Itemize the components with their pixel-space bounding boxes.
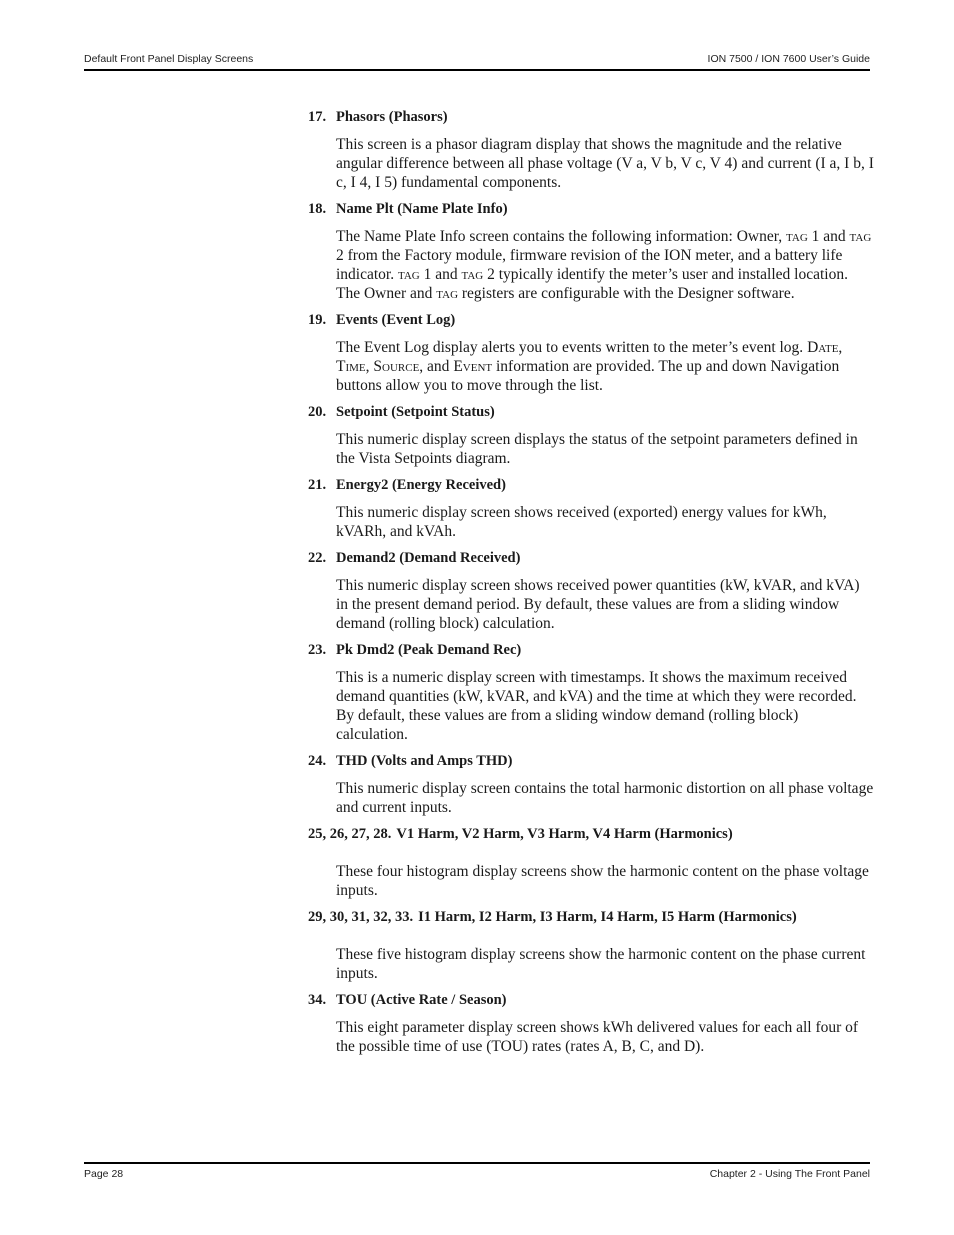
text-run: 2 typically identify the meter’s user and installed location. The Owner and	[336, 266, 848, 302]
item-heading	[308, 403, 874, 421]
item-heading	[308, 476, 874, 494]
smallcaps-term: Source	[373, 358, 420, 375]
item-title: Events (Event Log)	[336, 312, 456, 328]
text-run: information are provided. The up and down Navigation buttons allow you to move through the list.	[336, 358, 840, 394]
text-run: registers are configurable with the Designer software.	[458, 285, 795, 302]
item-title: Demand2 (Demand Received)	[336, 550, 521, 566]
item-number: 34.	[308, 992, 327, 1008]
item-title: TOU (Active Rate / Season)	[336, 992, 507, 1008]
item-description: This eight parameter display screen shows kWh delivered values for each all four of the possible time of use (TOU) rates (rates A, B, C, and D).	[336, 1019, 859, 1055]
list-item-25-28	[308, 825, 874, 900]
header-section-title: Default Front Panel Display Screens	[84, 53, 254, 65]
text-run: ,	[838, 339, 843, 356]
item-title: Name Plt (Name Plate Info)	[336, 201, 508, 217]
text-run: 1 and	[807, 228, 850, 245]
text-run: 2 from the Factory module, firmware revision of the ION meter, and a battery life indicator.	[336, 247, 843, 283]
item-number: 29, 30, 31, 32, 33.	[308, 909, 414, 925]
item-number: 18.	[308, 201, 327, 217]
item-description: This numeric display screen shows received power quantities (kW, kVAR, and kVA) in the present demand period. By default, these values are from a sliding window demand (rolling block) calculation.	[336, 577, 860, 632]
item-heading	[308, 200, 874, 218]
item-number: 21.	[308, 477, 327, 493]
list-item-19	[308, 311, 874, 395]
text-run: , and	[419, 358, 454, 375]
smallcaps-term: tag	[398, 266, 420, 283]
item-title: THD (Volts and Amps THD)	[336, 753, 513, 769]
item-title: I1 Harm, I2 Harm, I3 Harm, I4 Harm, I5 Harm (Harmonics)	[418, 909, 797, 925]
item-number: 23.	[308, 642, 327, 658]
item-title: Pk Dmd2 (Peak Demand Rec)	[336, 642, 522, 658]
item-heading	[308, 752, 874, 770]
list-item-24	[308, 752, 874, 817]
item-heading	[308, 108, 874, 126]
item-number: 17.	[308, 109, 327, 125]
item-number: 20.	[308, 404, 327, 420]
text-run: 1 and	[419, 266, 462, 283]
item-number: 25, 26, 27, 28.	[308, 826, 392, 842]
list-item-20	[308, 403, 874, 468]
document-body	[308, 108, 874, 1064]
text-run: ,	[365, 358, 374, 375]
item-description: These four histogram display screens show the harmonic content on the phase voltage inputs.	[336, 863, 869, 899]
smallcaps-term: tag	[786, 228, 808, 245]
smallcaps-term: tag	[849, 228, 872, 245]
smallcaps-term: Time	[336, 358, 366, 375]
item-heading	[308, 311, 874, 329]
item-description: This is a numeric display screen with timestamps. It shows the maximum received demand quantities (kW, kVAR, and kVA) and the time at which they were recorded. By default, these values are from a sliding window demand (rolling block) calculation.	[336, 669, 857, 743]
item-description	[336, 227, 874, 303]
item-title: V1 Harm, V2 Harm, V3 Harm, V4 Harm (Harmonics)	[396, 826, 733, 842]
list-item-21	[308, 476, 874, 541]
list-item-23	[308, 641, 874, 744]
smallcaps-term: Date	[807, 339, 839, 356]
item-number: 19.	[308, 312, 327, 328]
item-title: Energy2 (Energy Received)	[336, 477, 506, 493]
item-heading	[308, 549, 874, 567]
smallcaps-term: Event	[453, 358, 493, 375]
list-item-34	[308, 991, 874, 1056]
list-item-29-33	[308, 908, 874, 983]
item-description: This numeric display screen contains the total harmonic distortion on all phase voltage and current inputs.	[336, 780, 874, 816]
item-description: This screen is a phasor diagram display that shows the magnitude and the relative angular difference between all phase voltage (V a, V b, V c, V 4) and current (I a, I b, I c, I 4, I 5) fundamental components.	[336, 136, 874, 191]
list-item-18	[308, 200, 874, 303]
footer-chapter-title: Chapter 2 - Using The Front Panel	[709, 1168, 870, 1180]
header-document-title: ION 7500 / ION 7600 User’s Guide	[707, 53, 870, 65]
item-heading	[308, 908, 874, 926]
item-title: Phasors (Phasors)	[336, 109, 448, 125]
item-heading	[308, 825, 874, 843]
item-number: 24.	[308, 753, 327, 769]
smallcaps-term: tag	[436, 285, 459, 302]
item-description: These five histogram display screens show the harmonic content on the phase current inputs.	[336, 946, 866, 982]
item-description	[336, 338, 874, 395]
list-item-22	[308, 549, 874, 633]
item-heading	[308, 641, 874, 659]
header-rule	[84, 69, 870, 71]
text-run: The Event Log display alerts you to events written to the meter’s event log.	[336, 339, 808, 356]
list-item-17	[308, 108, 874, 192]
item-heading	[308, 991, 874, 1009]
smallcaps-term: tag	[461, 266, 484, 283]
text-run: The Name Plate Info screen contains the following information: Owner,	[336, 228, 787, 245]
item-number: 22.	[308, 550, 327, 566]
page-number: Page 28	[84, 1168, 124, 1180]
item-description: This numeric display screen displays the status of the setpoint parameters defined in the Vista Setpoints diagram.	[336, 431, 858, 467]
item-title: Setpoint (Setpoint Status)	[336, 404, 495, 420]
footer-rule	[84, 1162, 870, 1164]
item-description: This numeric display screen shows received (exported) energy values for kWh, kVARh, and kVAh.	[336, 504, 827, 540]
